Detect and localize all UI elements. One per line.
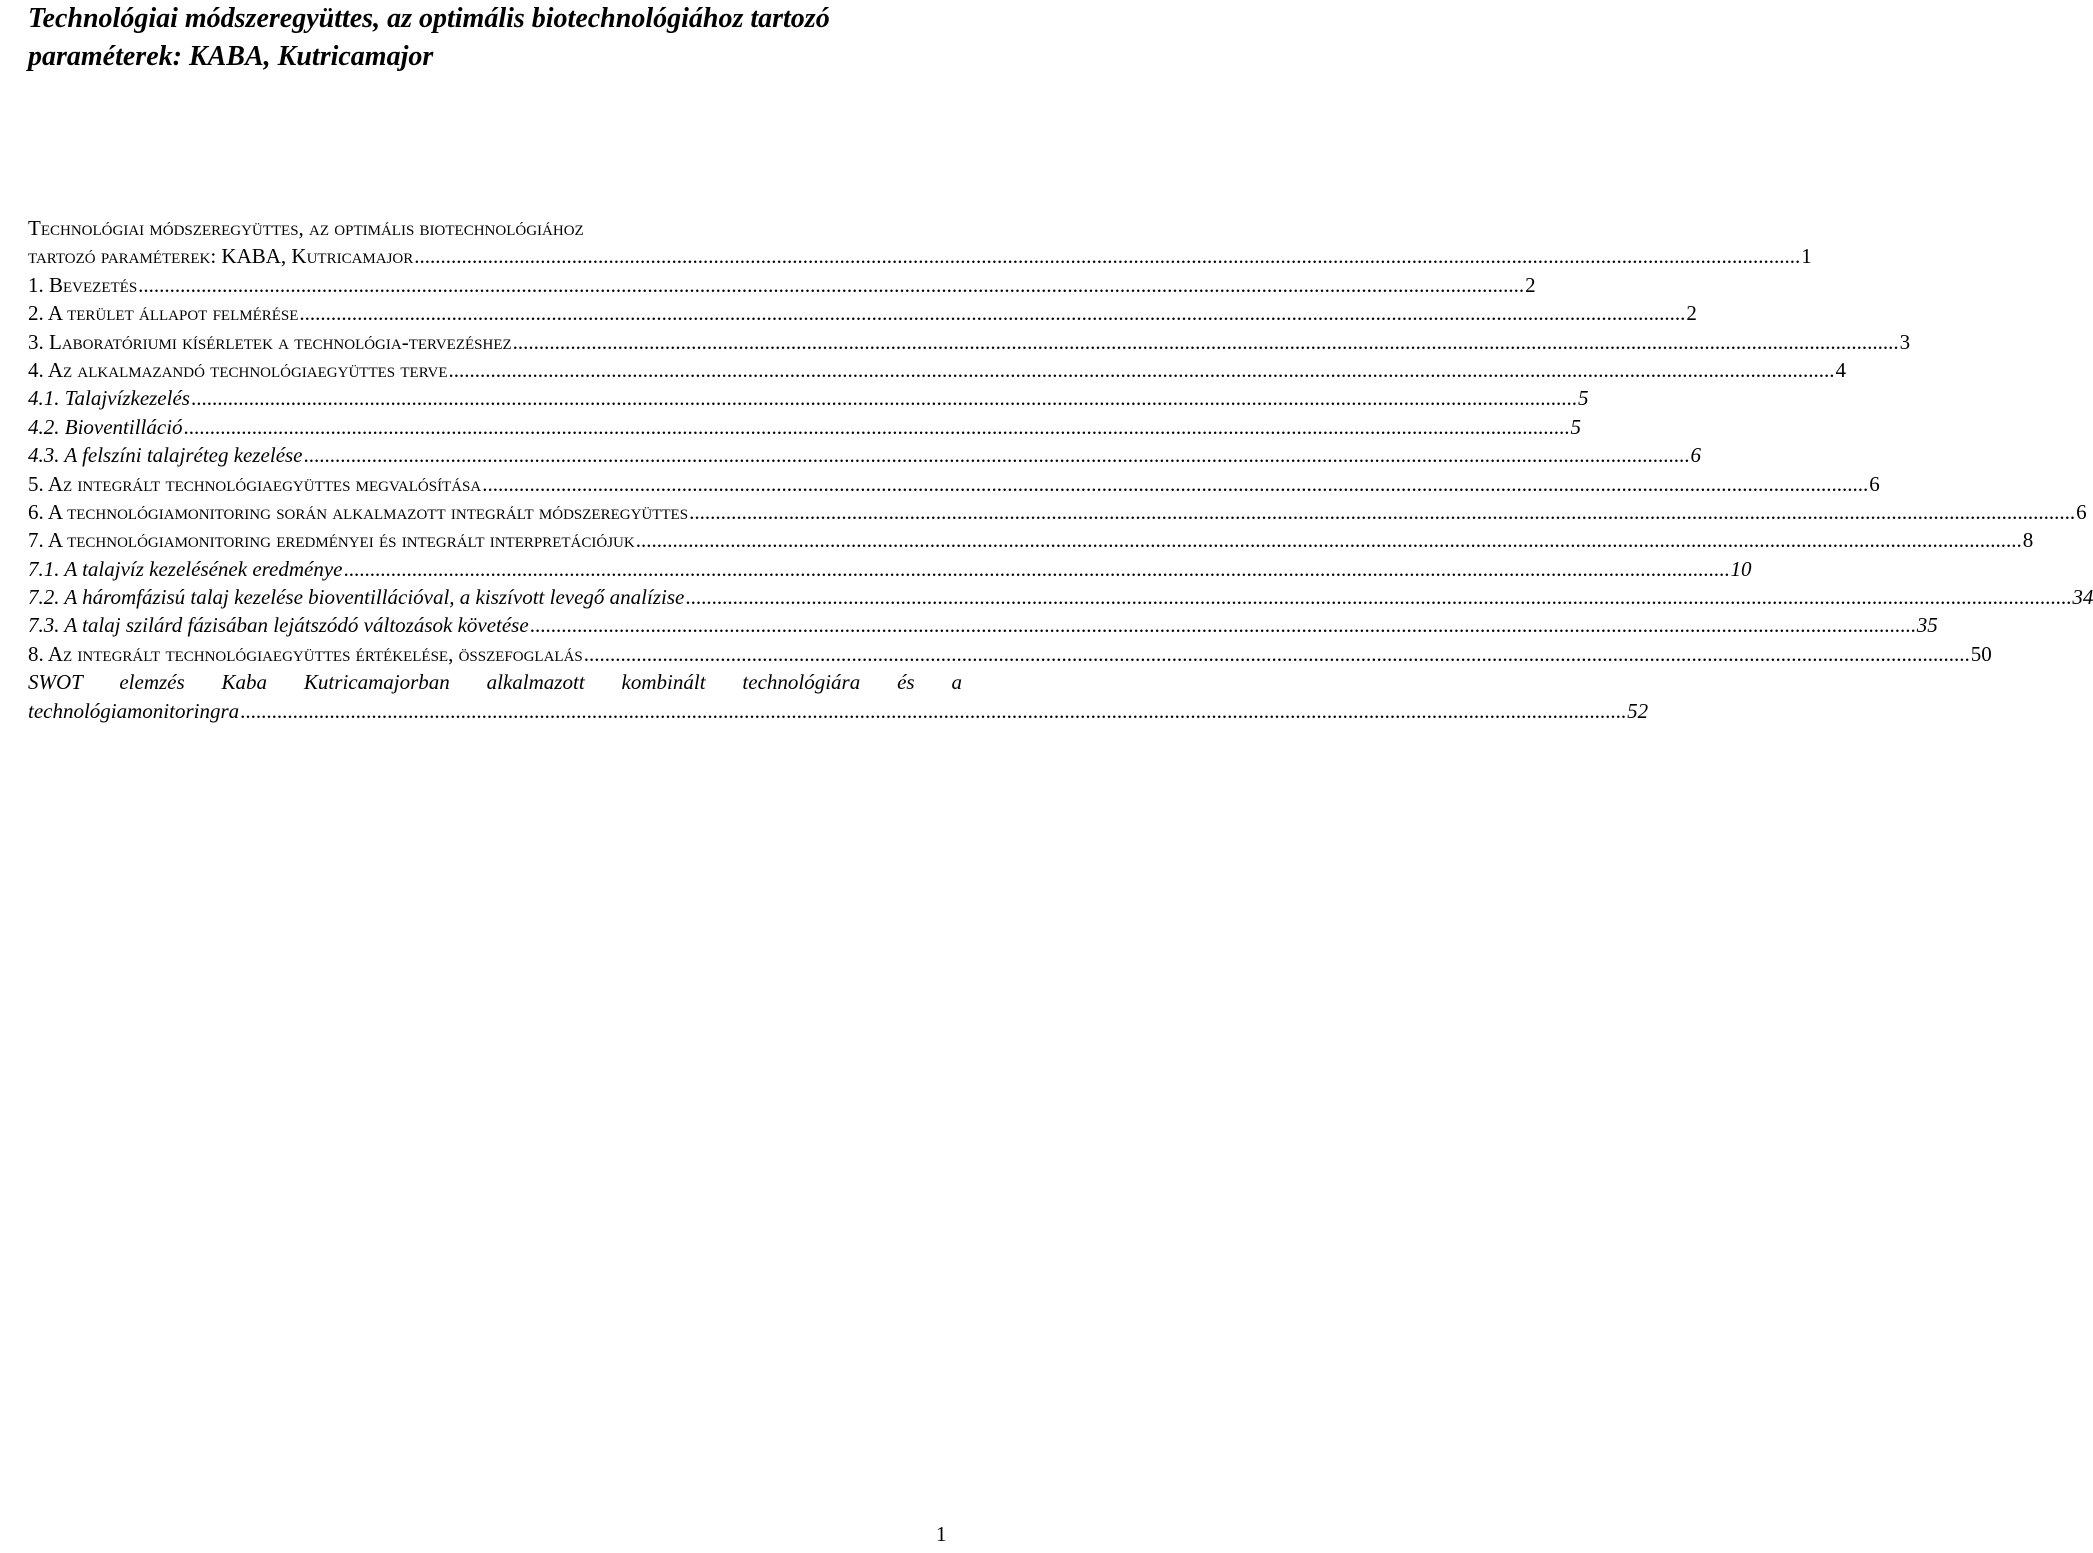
toc-entry-technologiaegyuttes-terve[interactable]: [28, 356, 1847, 384]
toc-entry-label: 3. Laboratóriumi kísérletek a technológia-tervezéshez: [28, 329, 512, 354]
toc-page-number: 1: [1801, 244, 1812, 269]
toc-leader-dots: [299, 299, 1685, 327]
toc-entry-label: 7.3. A talaj szilárd fázisában lejátszódó változások követése: [28, 613, 529, 638]
toc-entry-talajvizkezeles[interactable]: [28, 384, 1589, 412]
toc-entry-bevezetes[interactable]: [28, 271, 1536, 299]
toc-page-number: 6: [1869, 471, 1880, 496]
toc-page-number: 10: [1730, 556, 1752, 581]
toc-entry-technologiamonitoring-eredmenyei[interactable]: [28, 526, 2034, 554]
toc-entry-label: 6. A technológiamonitoring során alkalmazott integrált módszeregyüttes: [28, 499, 689, 524]
toc-page-number: 5: [1570, 414, 1582, 439]
toc-page-number: 5: [1577, 386, 1589, 411]
toc-page-number: 35: [1916, 613, 1938, 638]
toc-entry-main-line1: Technológiai módszeregyüttes, az optimális biotechnológiához: [28, 216, 584, 240]
toc-entry-main-line2: tartozó paraméterek: KABA, Kutricamajor: [28, 244, 414, 269]
toc-entry-label: 2. A terület állapot felmérése: [28, 301, 299, 326]
toc-page-number: 2: [1686, 301, 1697, 326]
toc-entry-label: 7.2. A háromfázisú talaj kezelése bioventillációval, a kiszívott levegő analízise: [28, 585, 685, 610]
toc-page-number: 8: [2022, 528, 2034, 553]
toc-leader-dots: [636, 526, 2022, 554]
table-of-contents: [28, 214, 2093, 725]
toc-page-number: 34: [2072, 585, 2093, 610]
toc-entry-label: 4.3. A felszíni talajréteg kezelése: [28, 443, 303, 468]
toc-entry-label: 4.1. Talajvízkezelés: [28, 386, 190, 411]
toc-leader-dots: [184, 413, 1570, 441]
toc-entry-haromfazisu-talaj[interactable]: [28, 583, 2093, 611]
toc-entry-label: 7.1. A talajvíz kezelésének eredménye: [28, 556, 343, 581]
toc-entry-swot[interactable]: [28, 668, 1649, 725]
toc-leader-dots: [513, 328, 1899, 356]
toc-entry-main[interactable]: [28, 214, 1812, 271]
toc-leader-dots: [414, 242, 1800, 270]
toc-entry-laboratoriumi-kiserletek[interactable]: [28, 328, 1911, 356]
toc-entry-terulet-allapot[interactable]: [28, 299, 1697, 327]
toc-entry-label: 5. Az integrált technológiaegyüttes megvalósítása: [28, 471, 482, 496]
toc-leader-dots: [191, 384, 1577, 412]
toc-leader-dots: [482, 470, 1868, 498]
toc-leader-dots: [304, 441, 1690, 469]
toc-entry-label: 1. Bevezetés: [28, 272, 138, 297]
toc-entry-swot-line2: technológiamonitoringra: [28, 698, 240, 723]
toc-entry-szilard-fazis[interactable]: [28, 611, 1938, 639]
toc-entry-bioventillacio[interactable]: [28, 413, 1582, 441]
toc-leader-dots: [689, 498, 2075, 526]
toc-page-number: 4: [1835, 357, 1847, 382]
toc-entry-label: 7. A technológiamonitoring eredményei és integrált interpretációjuk: [28, 528, 635, 553]
toc-page-number: 52: [1627, 698, 1649, 723]
toc-leader-dots: [685, 583, 2071, 611]
document-title: Technológiai módszeregyüttes, az optimális biotechnológiához tartozó paraméterek: KABA, Kutricamajor: [28, 3, 830, 72]
page-number: 1: [936, 1522, 947, 1546]
toc-entry-swot-line1: SWOT elemzés Kaba Kutricamajorban alkalmazott kombinált technológiára és a: [28, 670, 962, 695]
toc-entry-talajviz-kezelesenek-eredmenye[interactable]: [28, 555, 1752, 583]
toc-page-number: 3: [1899, 329, 1911, 354]
toc-entry-label: 8. Az integrált technológiaegyüttes értékelése, összefoglalás: [28, 641, 583, 666]
toc-page-number: 50: [1970, 641, 1992, 666]
toc-leader-dots: [584, 640, 1970, 668]
toc-leader-dots: [530, 611, 1916, 639]
toc-entry-ertekeles-osszefoglalas[interactable]: [28, 640, 1992, 668]
toc-leader-dots: [344, 555, 1730, 583]
toc-entry-technologiamonitoring-modszeregyuttes[interactable]: [28, 498, 2087, 526]
toc-page-number: 6: [2076, 499, 2087, 524]
toc-page-number: 2: [1525, 272, 1536, 297]
toc-entry-label: 4. Az alkalmazandó technológiaegyüttes terve: [28, 357, 448, 382]
toc-entry-integralt-megvalositasa[interactable]: [28, 470, 1880, 498]
toc-leader-dots: [449, 356, 1835, 384]
toc-page-number: 6: [1690, 443, 1702, 468]
toc-leader-dots: [138, 271, 1524, 299]
toc-leader-dots: [240, 697, 1626, 725]
toc-entry-felszini-talajreteg[interactable]: [28, 441, 1702, 469]
toc-entry-label: 4.2. Bioventilláció: [28, 414, 183, 439]
